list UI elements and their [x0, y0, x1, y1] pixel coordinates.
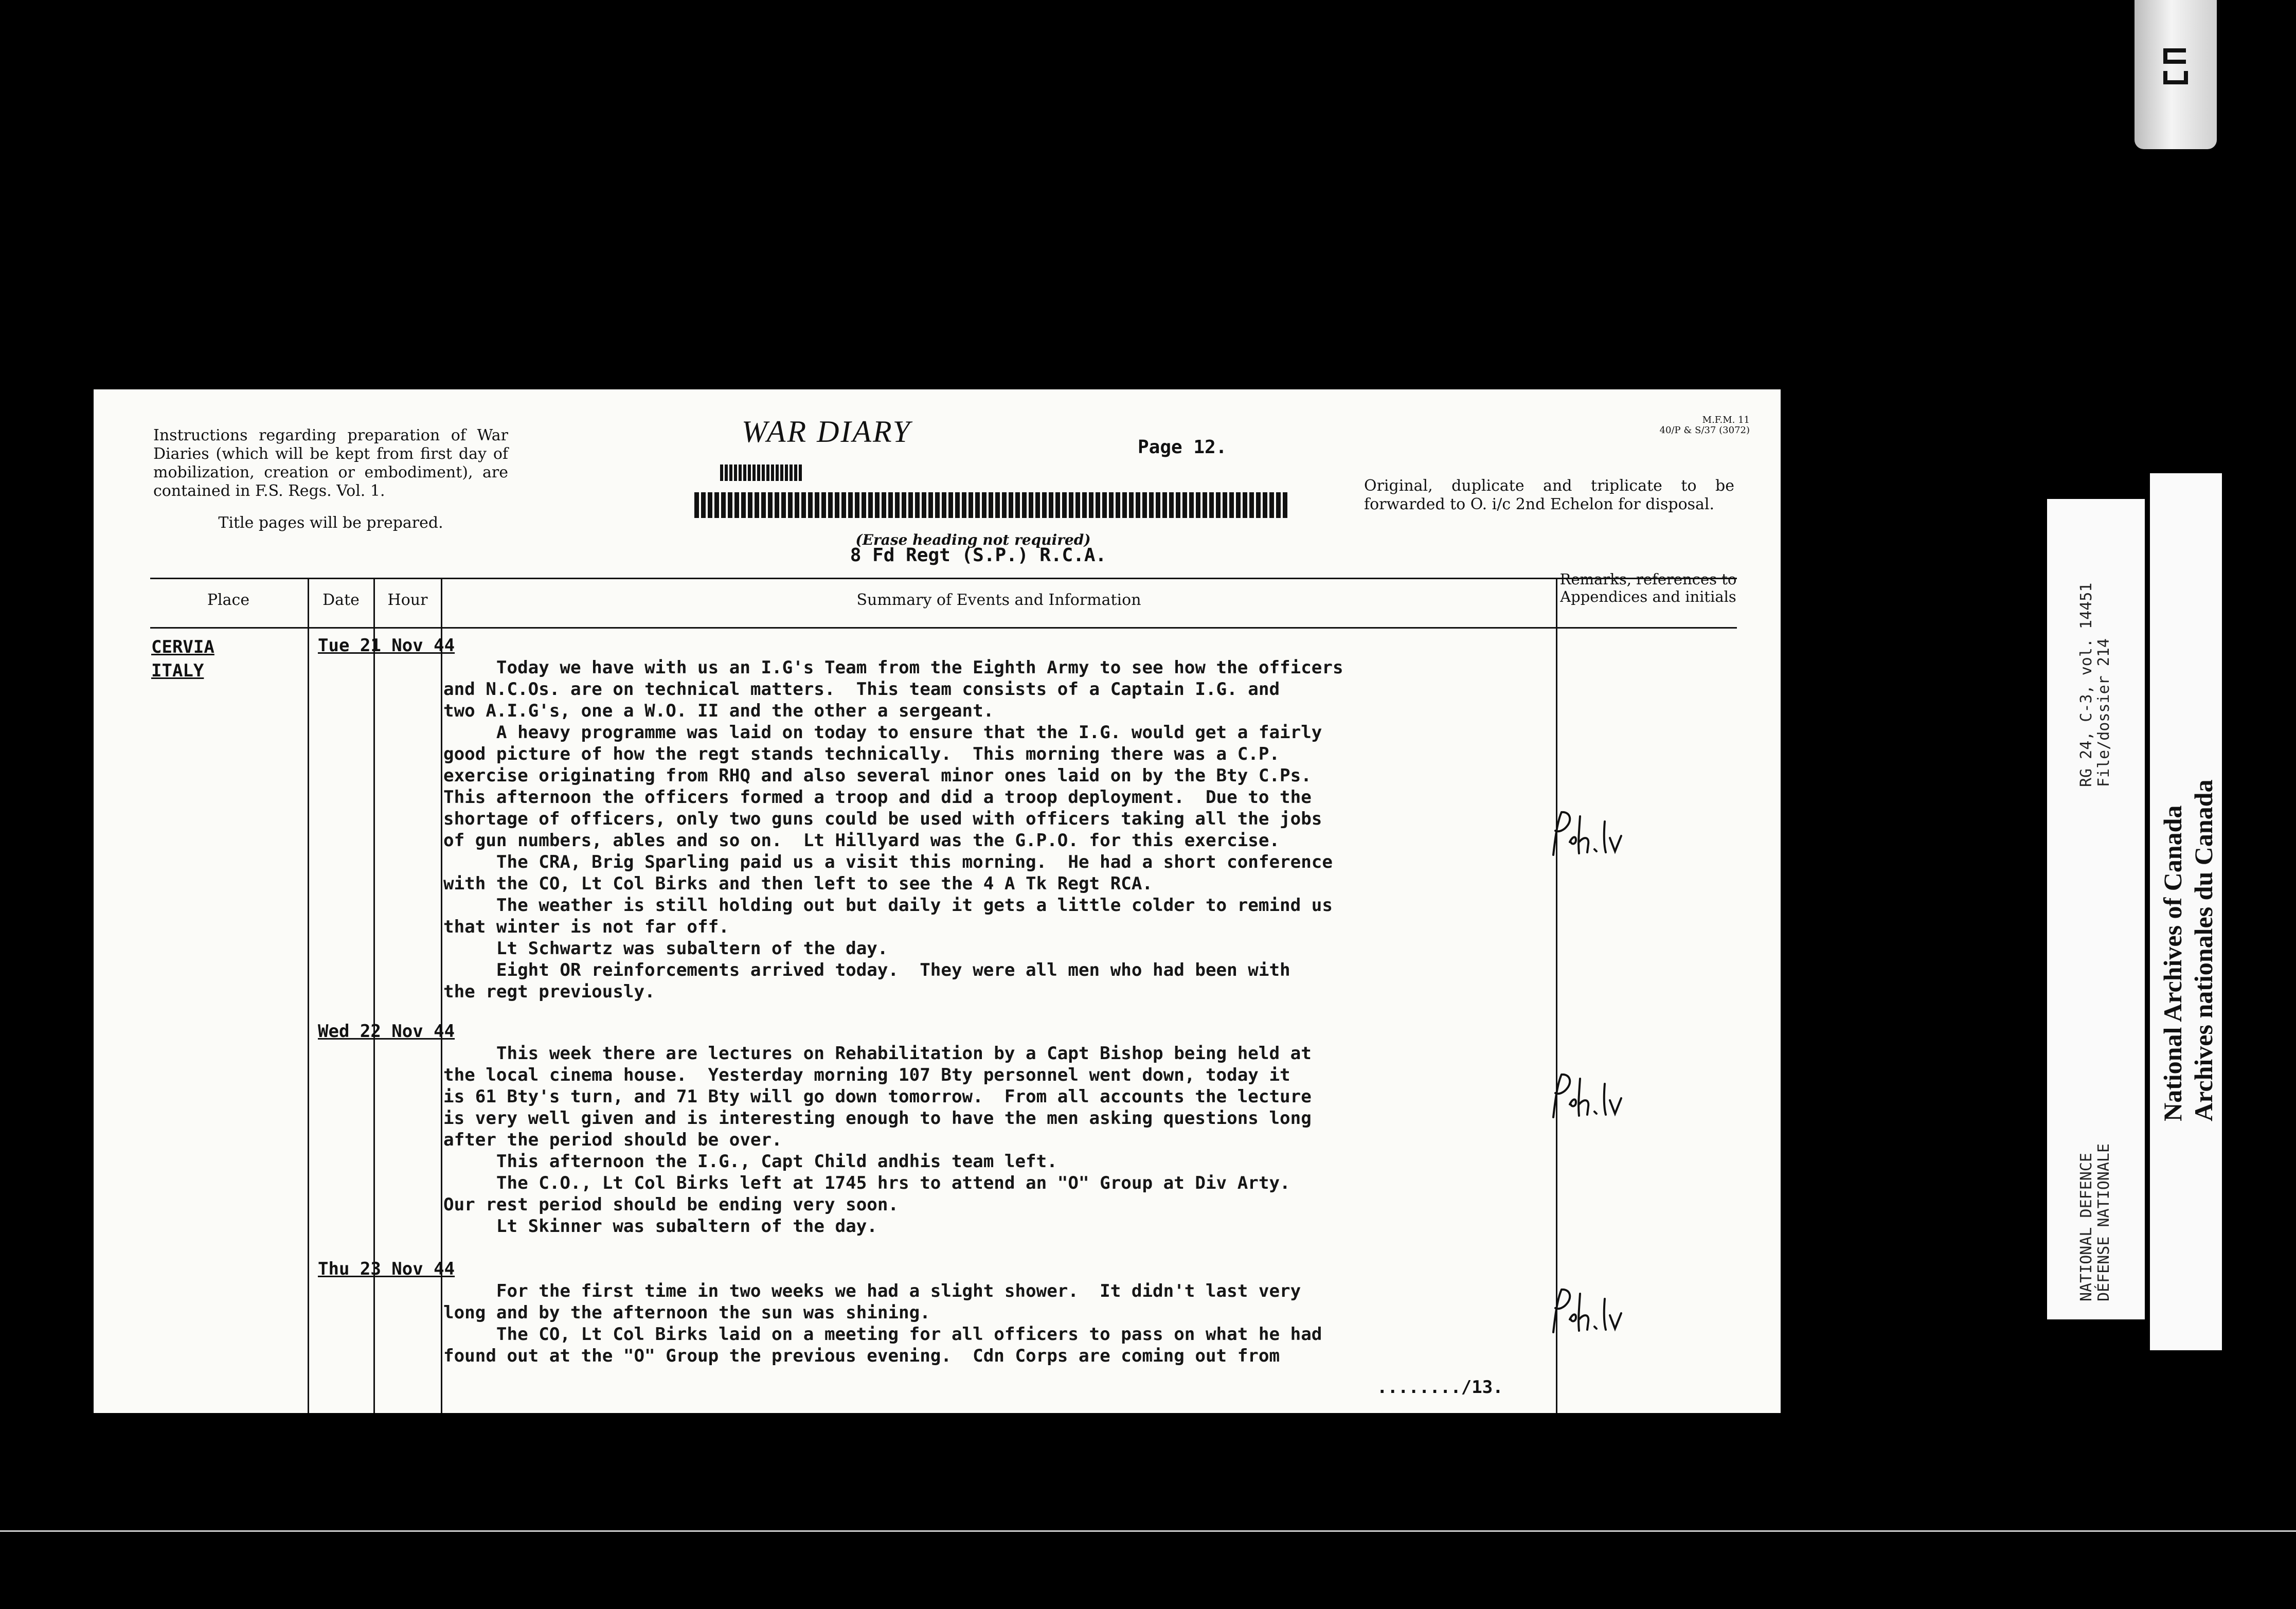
distribution-note: Original, duplicate and triplicate to be forwarded to O. i/c 2nd Echelon for disposal.	[1364, 477, 1734, 513]
instructions-text: Instructions regarding preparation of War Diaries (which will be kept from first day of mobilization, creation or embodiment), are contained in F.S. Regs. Vol. 1.	[153, 426, 508, 500]
unit-name: 8 Fd Regt (S.P.) R.C.A.	[850, 545, 1107, 566]
defence-line: NATIONAL DEFENCE	[2077, 1153, 2095, 1301]
form-code-line2: 40/P & S/37 (3072)	[1659, 425, 1750, 436]
archives-name-fr: Archives nationales du Canada	[2189, 779, 2218, 1121]
place-line: CERVIA	[151, 637, 214, 657]
defence-stamp	[2078, 1143, 2113, 1301]
column-header-remarks: Remarks, references to Appendices and initials	[1559, 570, 1737, 605]
instructions-block	[153, 426, 508, 532]
film-corner-tab	[2134, 0, 2217, 149]
page-number: Page 12.	[1138, 437, 1227, 458]
title-note: Title pages will be prepared.	[218, 514, 443, 532]
form-code	[1595, 415, 1750, 436]
table-top-rule	[150, 578, 1737, 579]
archives-label-strip	[2150, 473, 2222, 1350]
struck-out-heading	[694, 492, 1288, 518]
reference-line: File/dossier 214	[2095, 638, 2113, 787]
place-cell	[151, 635, 244, 683]
frame-marker-icon	[2160, 46, 2191, 87]
column-header-hour: Hour	[387, 591, 428, 609]
entry-date: Tue 21 Nov 44	[318, 635, 455, 656]
entry-text: This week there are lectures on Rehabilitation by a Capt Bishop being held at the local cinema house. Yesterday morning 107 Bty personnel went down, today it is 61 Bty's turn, and 71 Bty will go down tomorrow. From all accounts the lecture is very well given and is interesting enough to have the men asking questions long after the period should be over. This afternoon the I.G., Capt Child andhis team left. The C.O., Lt Col Birks left at 1745 hrs to attend an "O" Group at Div Arty. Our rest period should be ending very soon. Lt Skinner was subaltern of the day.	[443, 1043, 1312, 1237]
column-header-summary: Summary of Events and Information	[856, 591, 1141, 609]
initials-signature	[1544, 1283, 1652, 1340]
continuation-note: ......../13.	[1377, 1377, 1503, 1398]
entry-text: Today we have with us an I.G's Team from the Eighth Army to see how the officers and N.C.Os. are on technical matters. This team consists of a Captain I.G. and two A.I.G's, one a W.O. II and the other a sergeant. A heavy programme was laid on today to ensure that the I.G. would get a fairly good picture of how the regt stands technically. This morning there was a C.P. exercise originating from RHQ and also several minor ones laid on by the Bty C.Ps. This afternoon the officers formed a troop and did a troop deployment. Due to the shortage of officers, only two guns could be used with officers taking all the jobs of gun numbers, ables and so on. Lt Hillyard was the G.P.O. for this exercise. The CRA, Brig Sparling paid us a visit this morning. He had a short conference with the CO, Lt Col Birks and then left to see the 4 A Tk Regt RCA. The weather is still holding out but daily it gets a little colder to remind us that winter is not far off. Lt Schwartz was subaltern of the day. Eight OR reinforcements arrived today. They were all men who had been with the regt previously.	[443, 657, 1343, 1002]
column-divider	[308, 578, 309, 1413]
diary-title-block	[608, 414, 1045, 450]
archive-reference-strip	[2047, 499, 2145, 1319]
archive-reference	[2078, 583, 2113, 787]
struck-out-word	[720, 464, 802, 481]
initials-signature	[1544, 1068, 1652, 1125]
initials-signature	[1544, 806, 1652, 863]
entry-text: For the first time in two weeks we had a slight shower. It didn't last very long and by the afternoon the sun was shining. The CO, Lt Col Birks laid on a meeting for all officers to pass on what he had found out at the "O" Group the previous evening. Cdn Corps are coming out from	[443, 1281, 1322, 1366]
entry-date: Wed 22 Nov 44	[318, 1021, 455, 1042]
erase-note: (Erase heading not required)	[855, 531, 1091, 548]
film-edge-line	[0, 1530, 2296, 1532]
form-code-line1: M.F.M. 11	[1702, 415, 1750, 425]
entry-date: Thu 23 Nov 44	[318, 1259, 455, 1279]
table-header-rule	[150, 627, 1737, 629]
war-diary-page	[94, 389, 1781, 1413]
place-line: ITALY	[151, 660, 204, 681]
page-title: WAR DIARY	[742, 415, 911, 449]
archives-name-en: National Archives of Canada	[2158, 805, 2187, 1121]
column-header-place: Place	[207, 591, 250, 609]
column-header-date: Date	[322, 591, 360, 609]
reference-line: RG 24, C-3, vol. 14451	[2077, 582, 2095, 787]
column-divider	[441, 578, 442, 1413]
defence-line: DÉFENSE NATIONALE	[2095, 1143, 2113, 1301]
archives-label	[2157, 780, 2219, 1121]
column-divider	[373, 578, 375, 1413]
